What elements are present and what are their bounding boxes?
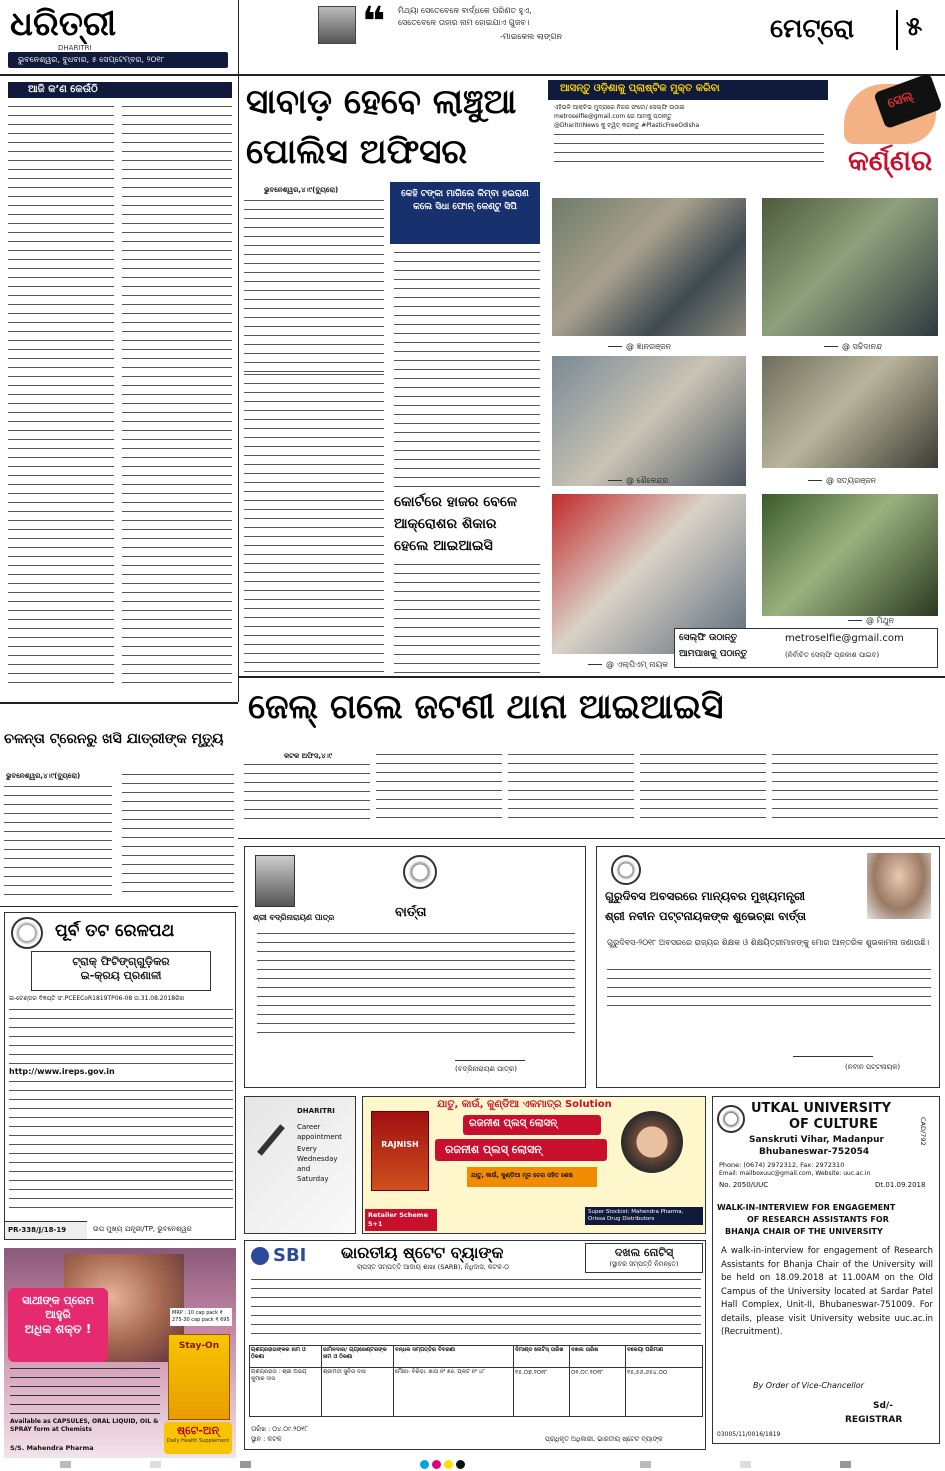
dateline-bar	[8, 52, 228, 68]
sbi-logo: SBI	[273, 1245, 307, 1266]
rajnish-footer-box	[467, 1167, 597, 1187]
selfie-brand-top: ସେଲ୍	[885, 88, 916, 112]
rajnish-bottle-label: RAJNISH	[381, 1140, 419, 1149]
uuc-addr-2: Bhubaneswar-752054	[759, 1147, 870, 1157]
lead-subhead-1: କୋର୍ଟରେ ହାଜର ବେଳେ	[394, 494, 517, 510]
masthead	[0, 0, 945, 82]
sbi-td-4: ୧୫.୦୭.୨୦୧୮	[514, 1368, 570, 1416]
selfie-desc-3: @DharitriNews କୁ ଟ୍ୱିଟ୍ କରନ୍ତୁ #PlasticFreeOdisha	[554, 122, 700, 129]
lead-col-a	[244, 372, 384, 674]
stayon-distributor: S/S. Mahendra Pharma	[10, 1444, 94, 1452]
selfie-desc-more	[554, 132, 824, 168]
selfie-photo-4	[762, 356, 938, 468]
selfie-caption-5: @ ମିଥୁନ	[848, 616, 894, 626]
cm-photo	[867, 853, 931, 919]
uuc-ad	[712, 1096, 940, 1444]
lead-dateline: ଭୁବନେଶ୍ୱର,୪।୯(ବ୍ୟୁରୋ)	[264, 186, 339, 194]
selfie-cta-box	[674, 628, 938, 668]
selfie-cta-1: ସେଲ୍‌ଫି ଉଠାନ୍ତୁ	[679, 633, 738, 643]
railway-ref: ଇ-ଟେଣ୍ଡର ବିଜ୍ଞପ୍ତି ସଂ.PCEECoR1819TP06-08 ତା.31.08.2018ରିଖ	[9, 995, 185, 1002]
badrinarayan-name: ଶ୍ରୀ ବଦ୍ରିନାରାୟଣ ପାତ୍ର	[253, 913, 335, 922]
railway-body-2	[9, 1079, 233, 1211]
second-col-2	[376, 752, 502, 826]
second-dateline: କଟକ ଅଫିସ,୪।୯	[284, 752, 333, 760]
lead-col-b-top	[394, 250, 540, 492]
second-headline: ଜେଲ୍ ଗଲେ ଜଟଣୀ ଥାନା ଆଇଆଇସି	[248, 687, 724, 727]
selfie-caption-2: @ ସଚ୍ଚିଦାନନ୍ଦ	[824, 342, 882, 352]
uuc-body: A walk-in-interview for engagement of Research Assistants for Bhanja Chair of the University will be held on 18.09.2018 at 11.00AM on the Old Campus of the University located at Sardar Patel Hall Complex, Unit-II, Bhubaneswar-751009. For details, please visit University website uuc.ac.in (Recruitment).	[721, 1246, 933, 1337]
rajnish-footer: ଯାତୁ, କାଉଁ, କୁଣ୍ଡିଆ ମୂଳ ଚେର ସହିତ ଶେଷ	[471, 1172, 573, 1179]
notice2-title-2: ଶ୍ରୀ ନବୀନ ପଟ୍ଟନାୟକଙ୍କ ଶୁଭେଚ୍ଛା ବାର୍ତ୍ତା	[605, 909, 807, 923]
sbi-intro	[251, 1277, 701, 1341]
second-col-4	[640, 752, 766, 826]
today-box	[8, 82, 232, 694]
notice1-title: ବାର୍ତ୍ତା	[395, 905, 427, 920]
rajnish-top: ଯାତୁ, କାଉଁ, କୁଣ୍ଡିଆ ଏକମାତ୍ର Solution	[437, 1099, 612, 1110]
notice-cm	[596, 846, 940, 1088]
pen-icon	[257, 1124, 285, 1155]
railway-tender-2: ଇ-କ୍ରୟ ପ୍ରଣାଳୀ	[80, 969, 162, 982]
selfie-photo-6	[762, 494, 938, 616]
selfie-caption-6: @ ଏଲ୍‌ପିଏମ୍ ନାୟକ	[588, 660, 668, 670]
selfie-caption-4: @ ସତ୍ୟରଞ୍ଜନ	[808, 476, 876, 486]
sbi-td-1: ଋଣଗ୍ରହୀତା : ଶ୍ରୀ ଅଭୟ କୁମାର ଦାସ	[250, 1368, 322, 1416]
uuc-registrar: REGISTRAR	[845, 1415, 903, 1425]
career-l4: Every	[297, 1145, 317, 1153]
uuc-addr-1: Sanskruti Vihar, Madanpur	[749, 1135, 884, 1145]
career-l7: Saturday	[297, 1175, 329, 1183]
railway-logo-icon	[11, 917, 43, 949]
rajnish-stockist: Super Stockist: Mahendra Pharma, Orissa Drug Distributors	[585, 1207, 703, 1225]
print-marks	[0, 1458, 945, 1471]
selfie-corner	[548, 80, 940, 674]
notice-badrinarayan	[244, 846, 586, 1088]
sbi-notice: ଦଖଲ ନୋଟିସ୍	[614, 1246, 674, 1259]
selfie-note: (ନିର୍ବାଚିତ ସେଲ୍‌ଫି ପ୍ରକାଶ ପାଇବ)	[785, 651, 880, 659]
stayon-mrp: MRP : 10 cap pack ₹ 275-30 cap pack ₹ 695	[170, 1308, 232, 1326]
page-number-box	[896, 10, 936, 50]
today-title-bar	[8, 82, 232, 98]
stayon-product: ଷ୍ଟେ-ଅନ୍	[176, 1424, 220, 1437]
plastic-banner	[548, 80, 828, 100]
railway-tender-box	[31, 951, 211, 991]
author-portrait	[318, 6, 356, 44]
odisha-emblem-icon	[403, 855, 437, 889]
uuc-mail: Email: mailboxuuc@gmail.com, Website: uuc.ac.in	[719, 1170, 871, 1177]
career-l1: DHARITRI	[297, 1107, 335, 1115]
stayon-tag-2: ଆହୁରି	[45, 1308, 71, 1321]
uuc-ref: 03005/11/0016/1819	[717, 1431, 781, 1438]
section-name: ମେଟ୍ରୋ	[770, 14, 855, 44]
selfie-cta-2: ଆମପାଖକୁ ପଠାନ୍ତୁ	[679, 649, 748, 659]
logo-subtitle: DHARITRI	[58, 44, 92, 52]
selfie-photo-1	[552, 198, 746, 336]
sbi-bank: ଭାରତୀୟ ଷ୍ଟେଟ ବ୍ୟାଙ୍କ	[341, 1243, 504, 1262]
rajnish-name-1: ରଜନୀଶ ପ୍ଲସ୍ ଲୋସନ୍	[469, 1118, 557, 1129]
lead-subhead-2: ଆକ୍ରୋଶର ଶିକାର	[394, 516, 497, 532]
badrinarayan-photo	[255, 855, 295, 907]
sbi-table	[249, 1345, 703, 1417]
sbi-date: ତାରିଖ : ୦୪.୦୯.୨୦୧୮	[251, 1425, 308, 1433]
uuc-phone: Phone: (0674) 2972312, Fax: 2972310	[719, 1161, 845, 1169]
lead-col-a-top	[244, 198, 384, 372]
stayon-body	[10, 1366, 160, 1416]
career-l5: Wednesday	[297, 1155, 338, 1163]
quote-line-1: ମିଥ୍ୟା ସେତେବେଳେ ବାର୍ଦ୍ଧକେ ପରିଣତ ହୁଏ,	[398, 6, 532, 15]
railway-signoff: ଉପ ମୁଖ୍ୟ ଯନ୍ତ୍ରୀ/TP, ଭୁବନେଶ୍ୱର	[93, 1225, 192, 1233]
stayon-avail: Available as CAPSULES, ORAL LIQUID, OIL & SPRAY form at Chemists	[10, 1418, 159, 1433]
sbi-th-6: ବକେୟା ପରିମାଣ	[626, 1346, 702, 1368]
rajnish-ad	[362, 1096, 706, 1234]
sbi-th-3: ବନ୍ଧକ ସମ୍ପତ୍ତିର ବିବରଣୀ	[394, 1346, 514, 1368]
sbi-td-2: ଶ୍ରୀମତୀ ସୁନିତା ଦାସ	[322, 1368, 394, 1416]
lead-col-b-bottom	[394, 562, 540, 674]
rajnish-scheme: Retailer Scheme 5+1	[365, 1209, 437, 1231]
train-dateline: ଭୁବନେଶ୍ୱର,୪।୯(ବ୍ୟୁରୋ)	[6, 772, 81, 780]
sbi-place: ସ୍ଥାନ : କଟକ	[251, 1435, 282, 1443]
sbi-th-4: ଦିମାଣ୍ଡ ନୋଟିସ୍ ତାରିଖ	[514, 1346, 570, 1368]
selfie-caption-1: @ ଜ୍ଞାନରଞ୍ଜନ	[608, 342, 671, 352]
railway-body-1	[9, 1007, 233, 1065]
stayon-logo	[164, 1422, 232, 1454]
sbi-th-5: ଦଖଲ ତାରିଖ	[570, 1346, 626, 1368]
railway-org: ପୂର୍ବ ତଟ ରେଳପଥ	[55, 921, 175, 941]
stayon-tag-box	[8, 1288, 108, 1362]
career-l6: and	[297, 1165, 311, 1173]
sbi-branch: ଚାପସ୍ତ ସମ୍ପତ୍ତି ଆଦାୟ ଶାଖା (SARB), ନିଧିଦାସ, କଟକ-୦	[357, 1263, 509, 1271]
rajnish-name-2: ରଜନୀଶ ପ୍ଲସ୍ ଲୋସନ୍	[445, 1143, 542, 1156]
stayon-product-sub: Daily Health Supplement	[166, 1438, 230, 1444]
second-col-1	[244, 762, 370, 826]
uuc-no: No. 2050/UUC	[719, 1181, 769, 1189]
selfie-email: metroselfie@gmail.com	[785, 633, 904, 644]
notice2-signature-script	[793, 1043, 873, 1057]
uuc-title-1: UTKAL UNIVERSITY	[751, 1101, 892, 1116]
stayon-tag-3: ଅଧିକ ଶକ୍ତ !	[24, 1322, 92, 1336]
sbi-logo-icon	[251, 1247, 269, 1265]
uuc-emblem-icon	[717, 1105, 745, 1133]
train-headline: ଚଳନ୍ତା ଟ୍ରେନରୁ ଖସି ଯାତ୍ରୀଙ୍କ ମୃତ୍ୟୁ	[4, 731, 224, 747]
train-col-1	[4, 784, 112, 900]
uuc-order: By Order of Vice-Chancellor	[753, 1381, 864, 1390]
sbi-td-3: ମୌଜା- ବିରିଡ଼ା, ଖାତା ନଂ ୭୬, ପ୍ଲଟ ନଂ ୪୮	[394, 1368, 514, 1416]
sbi-notice-box	[585, 1243, 703, 1273]
railway-code: PR-338/J/18-19	[5, 1221, 87, 1239]
career-l2: Career	[297, 1123, 321, 1131]
lead-story	[244, 80, 542, 674]
second-col-3	[508, 752, 634, 826]
uuc-heading-1: WALK-IN-INTERVIEW FOR ENGAGEMENT	[717, 1203, 896, 1212]
lead-subhead-3: ହେଲେ ଆଇଆଇସି	[394, 538, 493, 554]
rajnish-bottle	[371, 1111, 429, 1191]
lead-callout	[390, 182, 540, 244]
notice1-signature-script	[455, 1047, 525, 1061]
selfie-desc-1: ଏହିଭଳି ଆକ୍ଟିଭ ମୁଦ୍ରାରେ ନିଜର ଫଟୋ/ ସେଲ୍‌ଫି ଉଠାଇ	[554, 104, 685, 111]
rajnish-person	[621, 1111, 683, 1173]
uuc-title-2: OF CULTURE	[789, 1117, 879, 1132]
notice1-signature: (ବଦ୍ରିନାରାୟଣ ପାତ୍ର)	[455, 1065, 517, 1073]
uuc-heading-3: BHANJA CHAIR OF THE UNIVERSITY	[725, 1227, 883, 1236]
page-number: ୫	[906, 12, 923, 42]
today-title: ଆଜି କ’ଣ କେଉଁଠି	[28, 84, 98, 95]
sbi-td-5: ୦୧.୦୯.୨୦୧୮	[570, 1368, 626, 1416]
sbi-ad	[244, 1240, 706, 1450]
notice2-title-1: ଗୁରୁଦିବସ ଅବସରରେ ମାନ୍ୟବର ମୁଖ୍ୟମନ୍ତ୍ରୀ	[605, 889, 806, 903]
uuc-sd: Sd/-	[873, 1401, 893, 1411]
odisha-emblem-icon-2	[611, 855, 641, 885]
sbi-officer: ପ୍ରାଧିକୃତ ଅଧିକାରୀ, ଭାରତୀୟ ଷ୍ଟେଟ ବ୍ୟାଙ୍କ	[545, 1435, 663, 1443]
today-listings-left	[8, 104, 114, 690]
uuc-heading-2: OF RESEARCH ASSISTANTS FOR	[747, 1215, 889, 1224]
rajnish-name-2-box	[435, 1139, 607, 1161]
second-col-5	[772, 752, 938, 826]
stayon-ad	[4, 1248, 236, 1458]
selfie-caption-3: @ ଶୈଳେନ୍ଦ୍ର	[608, 476, 668, 486]
selfie-brand-main: କର୍ଣ୍ଣର	[848, 144, 933, 177]
uuc-cad: CAD/792	[919, 1117, 927, 1146]
career-l3: appointment	[297, 1133, 342, 1141]
quote-line-2: ସେତେବେଳେ ତାହାର ନାମ ହୋଇଯାଏ ଗୁଜବ।	[398, 18, 530, 27]
today-listings-right	[122, 104, 232, 690]
sbi-notice-sub: (ସ୍ଥାବର ସମ୍ପତ୍ତି ନିମନ୍ତେ)	[609, 1260, 679, 1268]
train-story	[4, 708, 234, 904]
lead-callout-text: କେହି ଟଙ୍କା ମାଗିଲେ କିମ୍ବା ହଇରାଣ କଲେ ସିଧା ଫୋନ୍ କେଣ୍ଟୁ ସିପି	[401, 189, 529, 212]
stayon-pack	[168, 1334, 230, 1420]
sbi-th-2: ଜାମିନଦାର/ ଗ୍ୟାରେଣ୍ଟରଙ୍କ ନାମ ଓ ଠିକଣା	[322, 1346, 394, 1368]
selfie-photo-2	[762, 198, 938, 336]
railway-url[interactable]: http://www.ireps.gov.in	[9, 1067, 115, 1076]
uuc-dt: Dt.01.09.2018	[875, 1181, 926, 1189]
dateline: ଭୁବନେଶ୍ୱର, ବୁଧବାର, ୫ ସେପ୍ଟେମ୍ବର, ୨୦୧୮	[18, 55, 165, 64]
sbi-th-1: ଋଣଗ୍ରହୀତାଙ୍କର ନାମ ଓ ଠିକଣା	[250, 1346, 322, 1368]
stayon-pack-label: Stay-On	[178, 1341, 220, 1351]
sbi-td-6: ୧୫,୫୬,୬୫୪.୦୦	[627, 1369, 668, 1376]
lead-headline-2: ପୋଲିସ ଅଫିସର	[246, 132, 468, 172]
notice2-body: ଗୁରୁଦିବସ-୨୦୧୮ ଅବସରରେ ରାଜ୍ୟର ଶିକ୍ଷକ ଓ ଶିକ୍ଷୟିତ୍ରୀମାନଙ୍କୁ ମୋର ଆନ୍ତରିକ ଶୁଭକାମନା ଜଣାଉଛି।	[607, 938, 930, 947]
notice2-signature: (ନବୀନ ପଟ୍ଟନାୟକ)	[845, 1063, 901, 1071]
lead-headline-1: ସାବାଡ଼ ହେବେ ଲାଞ୍ଚୁଆ	[246, 82, 517, 122]
train-col-2	[122, 772, 234, 900]
railway-tender-1: ଟ୍ରାକ୍ ଫିଟିଙ୍ଗ୍‌ଗୁଡ଼ିକର	[72, 955, 170, 968]
dharitri-career-ad	[244, 1096, 356, 1234]
second-story	[244, 680, 944, 830]
railway-ad	[4, 912, 236, 1240]
stayon-tag-1: ସାଥୀଙ୍କ ପ୍ରେମ	[22, 1294, 94, 1307]
newspaper-logo: ଧରିତ୍ରୀ	[10, 4, 117, 44]
quote-author: -ମାଇକେଲ ଲାଙ୍ଗନ	[500, 32, 563, 41]
quote-mark-icon: ❝	[362, 0, 386, 44]
selfie-desc-2: metroselfie@gmail.com ରେ ଆମକୁ ପଠାନ୍ତୁ	[554, 113, 672, 120]
plastic-banner-text: ଆସନ୍ତୁ ଓଡ଼ିଶାକୁ ପ୍ଲାଷ୍ଟିକ ମୁକ୍ତ କରିବା	[560, 83, 720, 94]
selfie-photo-3	[552, 356, 746, 486]
notice2-body-more	[607, 967, 931, 1009]
rajnish-name-1-box	[463, 1115, 601, 1135]
notice1-body	[257, 931, 575, 1041]
